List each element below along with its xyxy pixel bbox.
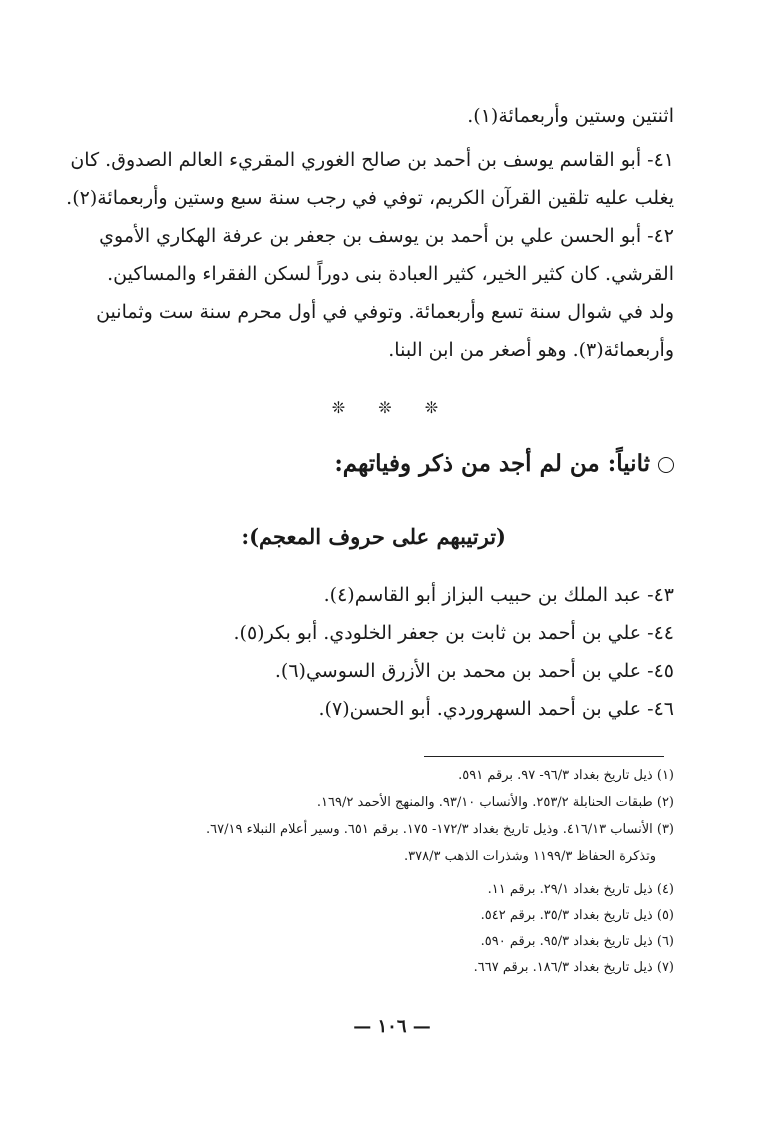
section-separator: ❊ ❊ ❊ bbox=[331, 398, 453, 417]
entry-44: ٤٤- علي بن أحمد بن ثابت بن جعفر الخلودي. أبو بكر(٥). bbox=[233, 622, 674, 644]
section-heading bbox=[334, 450, 674, 477]
entry-42-line-1: ٤٢- أبو الحسن علي بن أحمد بن يوسف بن جعفر بن عرفة الهكاري الأموي bbox=[99, 225, 674, 247]
entry-43: ٤٣- عبد الملك بن حبيب البزاز أبو القاسم(٤). bbox=[323, 584, 674, 606]
footnote-divider bbox=[424, 756, 664, 757]
subheading: (ترتيبهم على حروف المعجم): bbox=[241, 524, 506, 549]
section-heading-text: ثانياً: من لم أجد من ذكر وفياتهم: bbox=[334, 450, 650, 477]
footnote-7: (٧) ذيل تاريخ بغداد ١٨٦/٣. برقم ٦٦٧. bbox=[473, 960, 674, 975]
entry-42-line-4: وأربعمائة(٣). وهو أصغر من ابن البنا. bbox=[388, 339, 674, 361]
body-line-1: اثنتين وستين وأربعمائة(١). bbox=[467, 105, 674, 127]
entry-42-line-2: القرشي. كان كثير الخير، كثير العبادة بنى دوراً لسكن الفقراء والمساكين. bbox=[107, 263, 674, 285]
footnote-3: (٣) الأنساب ٤١٦/١٣. وذيل تاريخ بغداد ١٧٢/٣- ١٧٥. برقم ٦٥١. وسير أعلام النبلاء ٦٧/١٩. bbox=[206, 822, 674, 837]
circle-bullet-icon bbox=[658, 457, 674, 473]
footnote-1: (١) ذيل تاريخ بغداد ٩٦/٣- ٩٧. برقم ٥٩١. bbox=[458, 768, 674, 783]
footnote-2: (٢) طبقات الحنابلة ٢٥٣/٢. والأنساب ٩٣/١٠. والمنهج الأحمد ١٦٩/٢. bbox=[316, 795, 674, 810]
entry-45: ٤٥- علي بن أحمد بن محمد بن الأزرق السوسي(٦). bbox=[274, 660, 674, 682]
page-number: — ١٠٦ — bbox=[353, 1016, 431, 1037]
entry-42-line-3: ولد في شوال سنة تسع وأربعمائة. وتوفي في أول محرم سنة ست وثمانين bbox=[96, 301, 674, 323]
footnote-5: (٥) ذيل تاريخ بغداد ٣٥/٣. برقم ٥٤٢. bbox=[480, 908, 674, 923]
footnote-6: (٦) ذيل تاريخ بغداد ٩٥/٣. برقم ٥٩٠. bbox=[480, 934, 674, 949]
entry-41-line-2: يغلب عليه تلقين القرآن الكريم، توفي في رجب سنة سبع وستين وأربعمائة(٢). bbox=[66, 187, 674, 209]
entry-46: ٤٦- علي بن أحمد السهروردي. أبو الحسن(٧). bbox=[318, 698, 674, 720]
entry-41-line-1: ٤١- أبو القاسم يوسف بن أحمد بن صالح الغوري المقريء العالم الصدوق. كان bbox=[70, 149, 674, 171]
footnote-4: (٤) ذيل تاريخ بغداد ٢٩/١. برقم ١١. bbox=[487, 882, 674, 897]
footnote-3-continued: وتذكرة الحفاظ ١١٩٩/٣ وشذرات الذهب ٣٧٨/٣. bbox=[404, 849, 656, 864]
